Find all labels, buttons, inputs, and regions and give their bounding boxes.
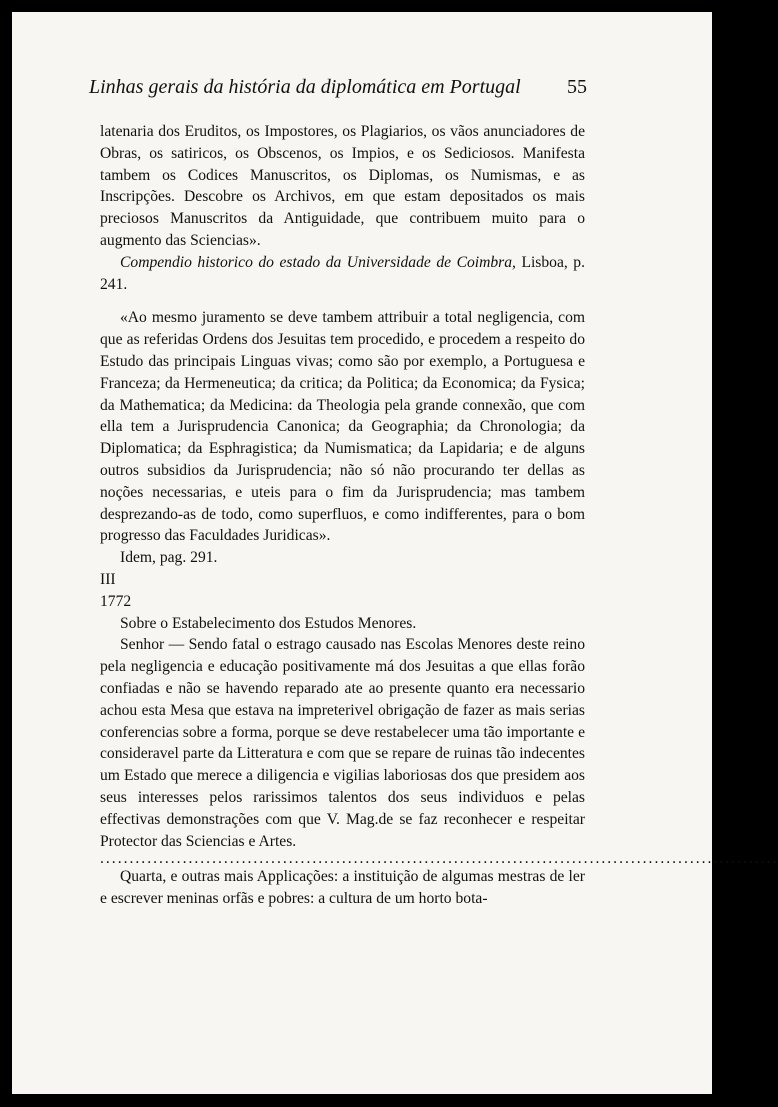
citation: Idem, pag. 291. bbox=[120, 549, 218, 567]
citation-details: Lisboa, p. 241. bbox=[100, 253, 585, 293]
ellipsis-line: ................................................................................................................... bbox=[100, 850, 778, 868]
section-title: Sobre o Estabelecimento dos Estudos Menores. bbox=[120, 614, 417, 632]
citation bbox=[100, 252, 585, 296]
paragraph: Quarta, e outras mais Applicações: a instituição de algumas mestras de ler e escrever meninas orfãs e pobres: a cultura de um horto bota- bbox=[100, 868, 585, 908]
paragraph: latenaria dos Eruditos, os Impostores, os Plagiarios, os vãos anunciadores de Obras, os satiricos, os Obscenos, os Impios, e os Sediciosos. Manifesta tambem os Codices Manuscritos, os Diplomas, os Numismas, e as Inscripções. Descobre os Archivos, em que estam depositados os mais preciosos Manuscritos da Antiguidade, que contribuem muito para o augmento das Sciencias». bbox=[100, 123, 585, 249]
running-header bbox=[89, 76, 587, 99]
section-year: 1772 bbox=[100, 592, 132, 610]
section-numeral: III bbox=[100, 570, 116, 588]
citation-title: Compendio historico do estado da Universidade de Coimbra, bbox=[120, 253, 516, 271]
quotation-paragraph: «Ao mesmo juramento se deve tambem attribuir a total negligencia, com que as referidas Ordens dos Jesuitas tem procedido, e procedem a respeito do Estudo das principais Linguas vivas; como são por exemplo, a Portuguesa e Franceza; da Hermeneutica; da critica; da Politica; da Economica; da Fysica; da Mathematica; da Medicina: da Theologia pela grande connexão, que com ella tem a Jurisprudencia Canonica; da Geographia; da Chronologia; da Diplomatica; da Esphragistica; da Numismatica; da Lapidaria; e de alguns outros subsidios da Jurisprudencia; não só não procurando ter dellas as noções necessarias, e uteis para o fim da Jurisprudencia; mas tambem desprezando-as de todo, como superfluos, e como indifferentes, para o bom progresso das Faculdades Juridicas». bbox=[100, 309, 585, 545]
paragraph: Senhor — Sendo fatal o estrago causado nas Escolas Menores deste reino pela negligencia e educação positivamente má dos Jesuitas a que ellas forão confiadas e não se havendo reparado ate ao presente quanto era necessario achou esta Mesa que estava na impreterivel obrigação de fazer as mais serias conferencias sobre a forma, porque se deve restabelecer uma tão importante e consideravel parte da Litteratura e com que se repare de ruinas tão indecentes um Estado que merece a diligencia e vigilias laboriosas dos que presidem aos seus interesses pelos rarissimos talentos dos seus individuos e pelas effectivas demonstrações com que V. Mag.de se faz reconhecer e respeitar Protector das Sciencias e Artes. bbox=[100, 636, 585, 850]
header-title: Linhas gerais da história da diplomática em Portugal bbox=[89, 76, 521, 98]
page-number: 55 bbox=[567, 76, 587, 98]
book-page bbox=[12, 12, 778, 1094]
body-text bbox=[100, 121, 778, 910]
